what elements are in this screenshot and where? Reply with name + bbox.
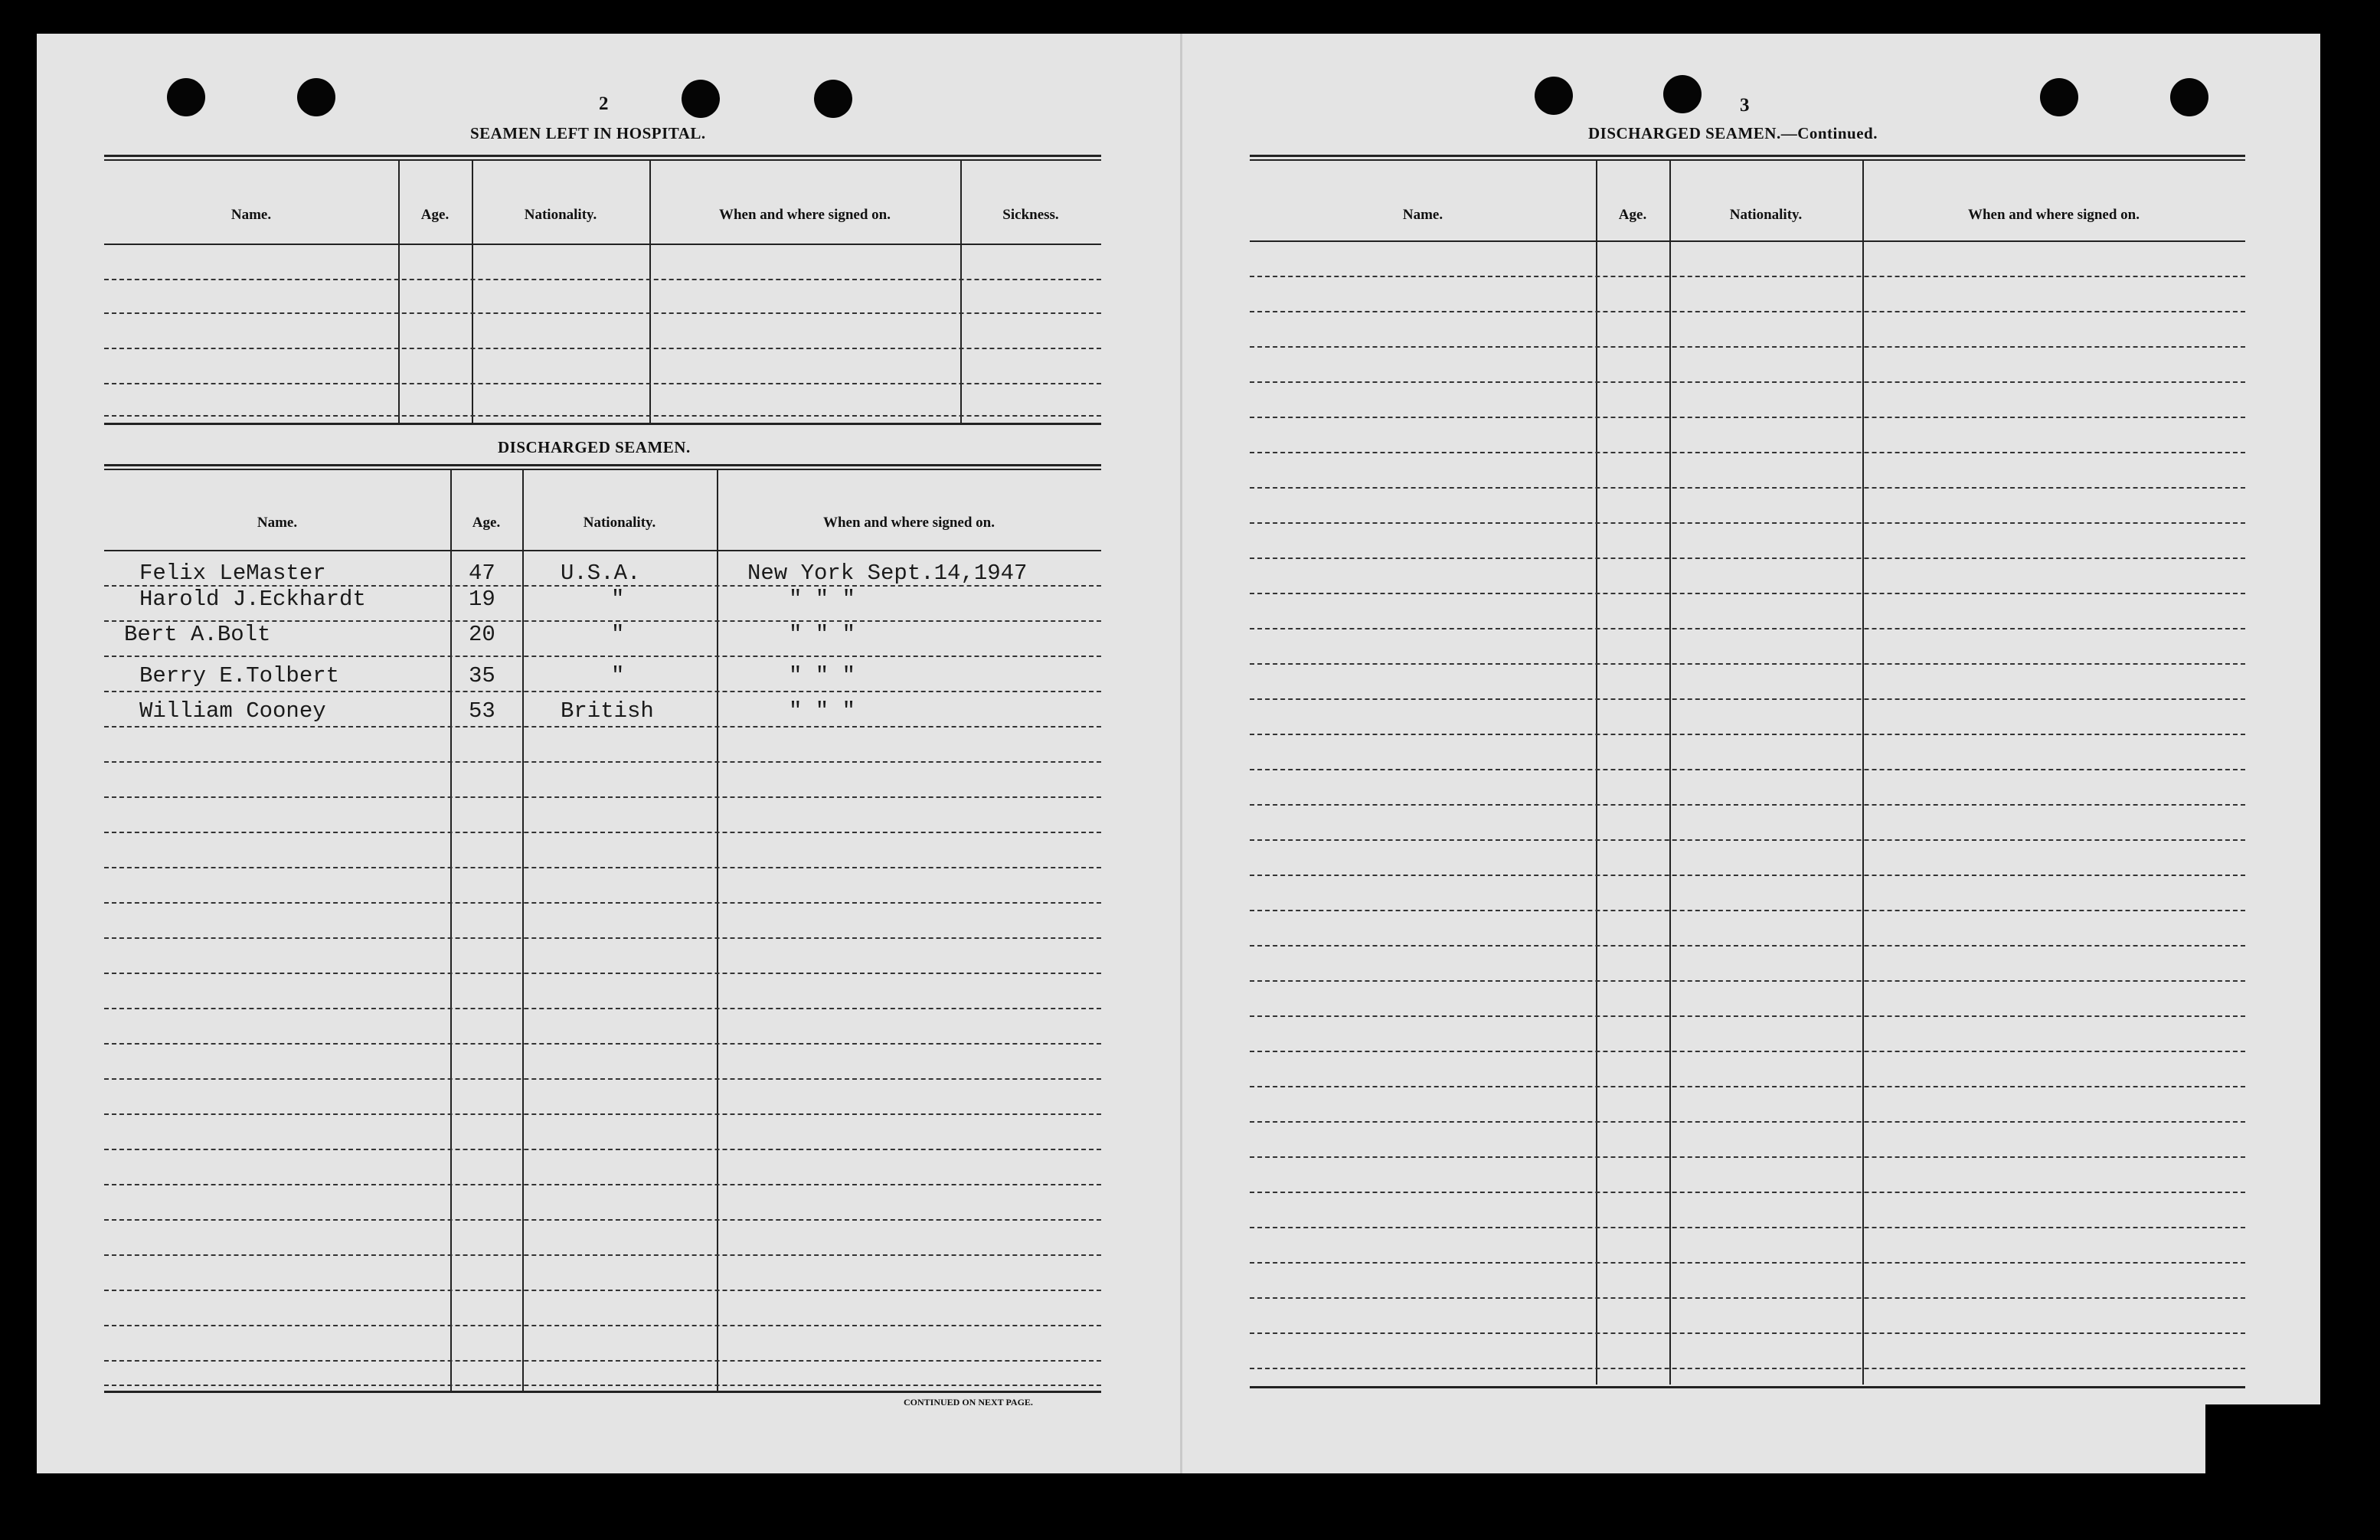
seaman-name: Harold J.Eckhardt (139, 587, 366, 612)
seaman-age: 47 (469, 561, 495, 586)
seaman-name: William Cooney (139, 698, 326, 724)
discharged-section-title: DISCHARGED SEAMEN. (498, 438, 691, 456)
seaman-nationality: British (561, 698, 654, 724)
seaman-nationality: " (611, 663, 625, 688)
punch-hole (167, 78, 205, 116)
table-row (1250, 804, 2245, 806)
table-row (104, 1078, 1101, 1080)
table-row (1250, 1332, 2245, 1334)
column-header-nationality: Nationality. (524, 207, 597, 223)
punch-hole (1535, 77, 1573, 115)
table-row (1250, 769, 2245, 770)
table-row (104, 1184, 1101, 1185)
punch-hole (2170, 78, 2208, 116)
table-row (104, 312, 1101, 314)
table-row (1250, 1297, 2245, 1299)
table-row (1250, 487, 2245, 489)
seaman-name: Bert A.Bolt (124, 622, 271, 647)
column-header-age: Age. (472, 515, 501, 531)
column-header-signed-on: When and where signed on. (718, 207, 891, 223)
seaman-name: Berry E.Tolbert (139, 663, 340, 688)
column-header-name: Name. (230, 207, 272, 223)
seaman-signed-on: " " " (789, 698, 856, 724)
table-row (1250, 1086, 2245, 1087)
seaman-nationality: " (611, 587, 625, 612)
table-row (104, 832, 1101, 833)
table-row (104, 1008, 1101, 1009)
document-sheet (37, 34, 2320, 1473)
table-row (104, 383, 1101, 384)
table-row (104, 656, 1101, 657)
table-row (104, 761, 1101, 763)
hospital-table (104, 155, 1101, 461)
column-header-signed-on: When and where signed on. (1967, 207, 2140, 223)
column-header-name: Name. (1402, 207, 1443, 223)
table-row (1250, 276, 2245, 277)
table-row (1250, 910, 2245, 911)
hospital-section-title: SEAMEN LEFT IN HOSPITAL. (470, 124, 706, 142)
table-row (104, 867, 1101, 868)
table-row (104, 937, 1101, 939)
table-row (104, 415, 1101, 417)
column-header-name: Name. (257, 515, 298, 531)
table-row (1250, 1368, 2245, 1369)
column-header-age: Age. (420, 207, 450, 223)
table-row (104, 348, 1101, 349)
seaman-name: Felix LeMaster (139, 561, 326, 586)
table-row (1250, 593, 2245, 594)
punch-hole (2040, 78, 2078, 116)
table-row (1250, 381, 2245, 383)
page-number: 2 (599, 93, 609, 114)
table-row (1250, 945, 2245, 947)
table-row (104, 691, 1101, 692)
table-row (104, 1113, 1101, 1115)
table-row (104, 1325, 1101, 1326)
seaman-signed-on: New York Sept.14,1947 (747, 561, 1028, 586)
seaman-age: 20 (469, 622, 495, 647)
table-row (104, 1360, 1101, 1362)
table-row (104, 279, 1101, 280)
column-header-signed-on: When and where signed on. (822, 515, 995, 531)
torn-corner (2205, 1404, 2320, 1473)
table-row (1250, 346, 2245, 348)
table-row (104, 726, 1101, 727)
seaman-age: 19 (469, 587, 495, 612)
table-row (1250, 1121, 2245, 1123)
table-row (1250, 734, 2245, 735)
table-row (1250, 1051, 2245, 1052)
table-row (1250, 1156, 2245, 1158)
table-row (104, 1149, 1101, 1150)
seaman-signed-on: " " " (789, 587, 856, 612)
table-row (1250, 557, 2245, 559)
table-row (104, 1385, 1101, 1386)
page-number: 3 (1740, 95, 1750, 116)
table-row (1250, 1227, 2245, 1228)
right-page (1182, 34, 2320, 1473)
discharged-table (104, 464, 1101, 1429)
table-row (104, 1254, 1101, 1256)
punch-hole (682, 80, 720, 118)
table-row (1250, 1192, 2245, 1193)
table-row (104, 902, 1101, 904)
table-row (1250, 311, 2245, 312)
column-header-age: Age. (1618, 207, 1647, 223)
seaman-nationality: " (611, 622, 625, 647)
seaman-nationality: U.S.A. (561, 561, 641, 586)
table-row (1250, 628, 2245, 629)
punch-hole (814, 80, 852, 118)
table-row (1250, 875, 2245, 876)
table-row (1250, 1262, 2245, 1264)
column-header-sickness: Sickness. (1002, 207, 1059, 223)
table-row (104, 796, 1101, 798)
seaman-signed-on: " " " (789, 622, 856, 647)
table-row (1250, 698, 2245, 700)
punch-hole (1663, 75, 1702, 113)
table-row (104, 1219, 1101, 1221)
seaman-signed-on: " " " (789, 663, 856, 688)
table-row (104, 973, 1101, 974)
table-row (1250, 980, 2245, 982)
table-row (1250, 663, 2245, 665)
seaman-age: 53 (469, 698, 495, 724)
table-row (1250, 522, 2245, 524)
table-row (1250, 1015, 2245, 1017)
table-row (1250, 417, 2245, 418)
column-header-nationality: Nationality. (583, 515, 656, 531)
continued-footer: CONTINUED ON NEXT PAGE. (904, 1397, 1033, 1408)
seaman-age: 35 (469, 663, 495, 688)
column-header-nationality: Nationality. (1729, 207, 1803, 223)
continued-section-title: DISCHARGED SEAMEN.—Continued. (1588, 124, 1878, 142)
table-row (1250, 839, 2245, 841)
table-row (104, 1043, 1101, 1045)
table-row (1250, 452, 2245, 453)
left-page (37, 34, 1178, 1473)
punch-hole (297, 78, 335, 116)
table-row (104, 1290, 1101, 1291)
discharged-continued-table (1250, 155, 2245, 1426)
